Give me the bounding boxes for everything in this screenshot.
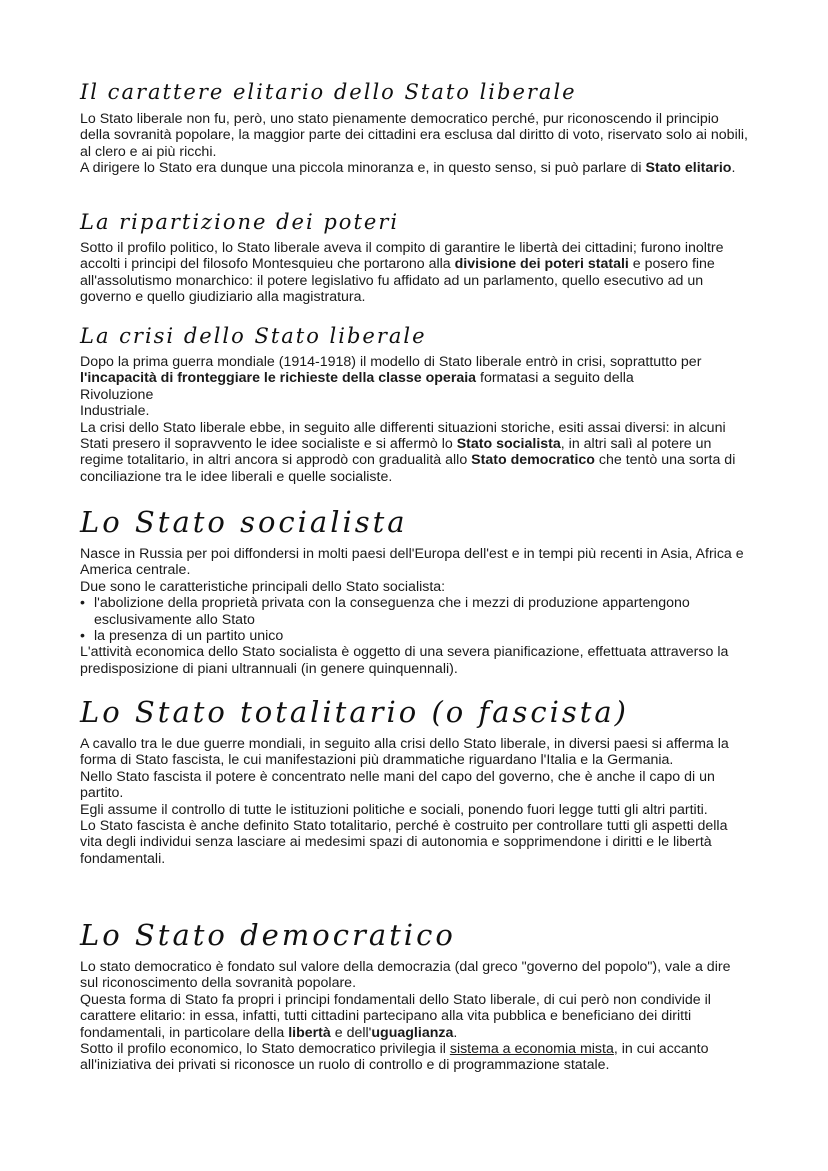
bold-term: libertà xyxy=(288,1024,331,1041)
bold-term: divisione dei poteri statali xyxy=(454,256,629,273)
bold-term: l'incapacità di fronteggiare le richieste della classe operaia xyxy=(80,370,477,387)
bold-term: Stato elitario xyxy=(645,160,732,177)
paragraph: Nello Stato fascista il potere è concentrato nelle mani del capo del governo, che è anche il capo di un partito. xyxy=(80,768,715,802)
section-title-democratico: Lo Stato democratico xyxy=(80,918,456,952)
paragraph: Lo stato democratico è fondato sul valore della democrazia (dal greco "governo del popolo"), vale a dire sul riconoscimento della sovranità popolare. xyxy=(80,959,731,992)
paragraph: La crisi dello Stato liberale ebbe, in seguito alle differenti situazioni storiche, esiti assai diversi: in alcuni Stati presero il sopravvento le idee socialiste e si affermò lo Stato socialista, in altri salì al potere un regime totalitario, in altri ancora si approdò con gradualità allo Stato democratico che tentò una sorta di conciliazione tra le idee liberali e quelle socialiste. xyxy=(80,419,736,485)
bold-term: uguaglianza xyxy=(371,1024,454,1041)
list-item: • la presenza di un partito unico xyxy=(80,628,750,644)
paragraph: A dirigere lo Stato era dunque una piccola minoranza e, in questo senso, si può parlare di Stato elitario. xyxy=(80,160,736,177)
section-title-totalitario: Lo Stato totalitario (o fascista) xyxy=(80,695,629,729)
list-item: • l'abolizione della proprietà privata con la conseguenza che i mezzi di produzione appartengono esclusivamente allo Stato xyxy=(80,595,750,628)
section-title-elitario: Il carattere elitario dello Stato liberale xyxy=(80,80,577,104)
bold-term: Stato socialista xyxy=(456,436,561,453)
paragraph: Lo Stato liberale non fu, però, uno stato pienamente democratico perché, pur riconoscendo il principio della sovranità popolare, la maggior parte dei cittadini era esclusa dal diritto di voto, riservato solo ai nobili, al clero e ai più ricchi. xyxy=(80,111,748,160)
bullet-list xyxy=(80,595,750,644)
paragraph: Lo Stato fascista è anche definito Stato totalitario, perché è costruito per controllare tutti gli aspetti della vita degli individui senza lasciare ai medesimi spazi di autonomia e sopprimendone i diritti e le libertà fondamentali. xyxy=(80,818,728,867)
paragraph: Sotto il profilo politico, lo Stato liberale aveva il compito di garantire le libertà dei cittadini; furono inoltre accolti i principi del filosofo Montesquieu che portarono alla divisione dei poteri statali e posero fine all'assolutismo monarchico: il potere legislativo fu affidato ad un parlamento, quello esecutivo ad un governo e quello giudiziario alla magistratura. xyxy=(80,240,724,306)
section-body-elitario xyxy=(80,111,750,177)
section-title-crisi: La crisi dello Stato liberale xyxy=(80,324,427,348)
section-body-totalitario xyxy=(80,736,750,867)
paragraph: Questa forma di Stato fa propri i principi fondamentali dello Stato liberale, di cui però non condivide il carattere elitario: in essa, infatti, tutti cittadini partecipano alla vita pubblica e beneficiano dei diritti fondamentali, in particolare della libertà e dell'uguaglianza. xyxy=(80,991,711,1041)
section-body-democratico xyxy=(80,959,750,1074)
section-title-ripartizione: La ripartizione dei poteri xyxy=(80,210,400,234)
paragraph: Due sono le caratteristiche principali dello Stato socialista: xyxy=(80,578,446,595)
section-body-crisi xyxy=(80,354,750,485)
section-body-ripartizione xyxy=(80,240,750,306)
paragraph: A cavallo tra le due guerre mondiali, in seguito alla crisi dello Stato liberale, in diversi paesi si afferma la forma di Stato fascista, le cui manifestazioni più drammatiche riguardano l'Italia e la Germania. xyxy=(80,736,729,769)
paragraph: L'attività economica dello Stato socialista è oggetto di una severa pianificazione, effettuata attraverso la predisposizione di piani ultrannuali (in genere quinquennali). xyxy=(80,644,729,677)
paragraph: Nasce in Russia per poi diffondersi in molti paesi dell'Europa dell'est e in tempi più recenti in Asia, Africa e America centrale. xyxy=(80,546,744,579)
paragraph: Sotto il profilo economico, lo Stato democratico privilegia il sistema a economia mista, in cui accanto all'iniziativa dei privati si riconosce un ruolo di controllo e di programmazione statale. xyxy=(80,1041,709,1074)
section-body-socialista xyxy=(80,546,750,677)
section-title-socialista: Lo Stato socialista xyxy=(80,505,408,539)
underlined-term: sistema a economia mista xyxy=(449,1041,614,1058)
bold-term: Stato democratico xyxy=(471,452,595,469)
paragraph: Dopo la prima guerra mondiale (1914-1918) il modello di Stato liberale entrò in crisi, soprattutto per l'incapacità di fronteggiare le richieste della classe operaia formatasi a seguito della Rivoluzione Industriale. xyxy=(80,354,702,420)
paragraph: Egli assume il controllo di tutte le istituzioni politiche e sociali, ponendo fuori legge tutti gli altri partiti. xyxy=(80,801,708,818)
